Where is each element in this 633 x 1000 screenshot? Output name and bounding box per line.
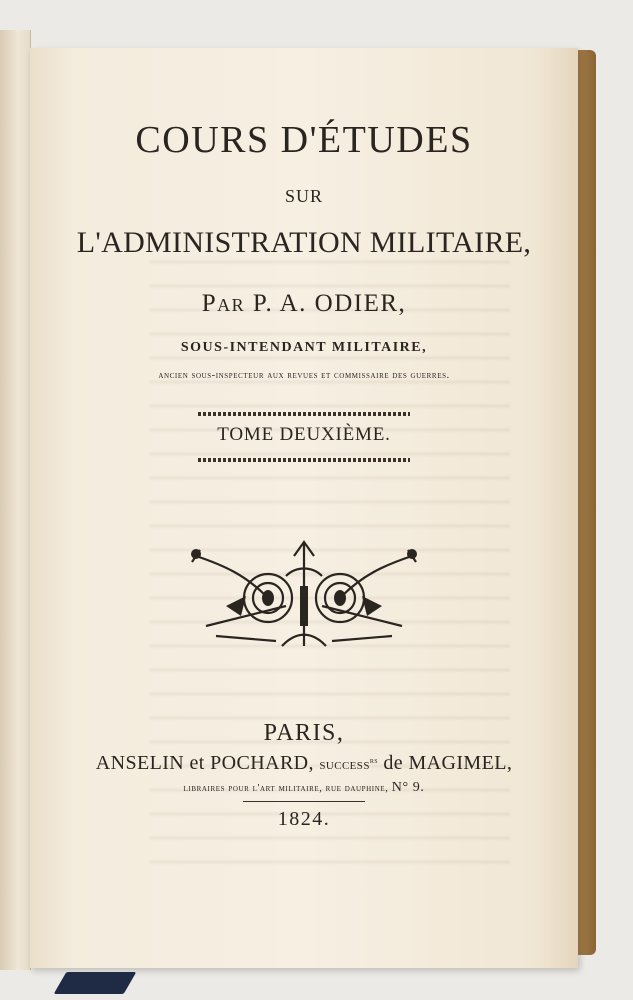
author-former-role: ancien sous-inspecteur aux revues et commissaire des guerres.	[158, 370, 450, 381]
military-trophy-ornament	[186, 536, 422, 656]
volume-label: TOME DEUXIÈME.	[217, 424, 391, 445]
imprint-publisher	[30, 752, 578, 775]
ornamental-rule-top	[198, 412, 410, 416]
author-role: SOUS-INTENDANT MILITAIRE,	[180, 340, 428, 355]
publisher-details: libraires pour l'art militaire, rue dauphine,	[183, 783, 389, 794]
ornamental-rule-bottom	[198, 458, 410, 462]
imprint-details	[30, 780, 578, 796]
bookmark-ribbon	[54, 972, 137, 994]
publisher-successor: success$^{rs}$	[319, 755, 378, 773]
imprint-year: 1824.	[277, 808, 331, 830]
author-line: Par P. A. ODIER,	[201, 290, 407, 317]
title-line-2: SUR	[284, 186, 323, 206]
publisher-successor-of: de MAGIMEL,	[383, 752, 513, 774]
title-line-1: COURS D'ÉTUDES	[135, 119, 473, 161]
publisher-main: ANSELIN et POCHARD,	[95, 752, 314, 774]
title-line-3: L'ADMINISTRATION MILITAIRE,	[76, 226, 532, 259]
publisher-number: N° 9.	[391, 780, 425, 795]
imprint-rule	[243, 801, 365, 802]
book-left-page-edge	[0, 30, 31, 970]
imprint-city: PARIS,	[263, 720, 345, 746]
